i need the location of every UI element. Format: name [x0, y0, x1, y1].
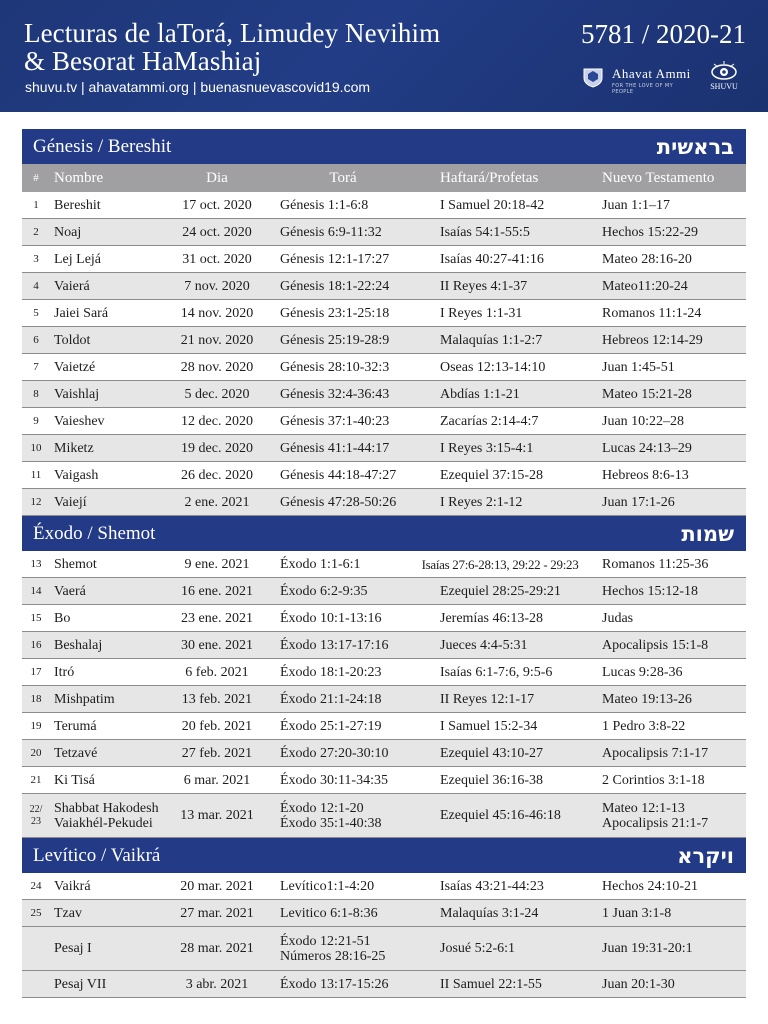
column-header-day: Dia — [206, 169, 228, 186]
reading-date: 12 dec. 2020 — [181, 413, 253, 429]
column-header-num: # — [33, 172, 39, 184]
table-row — [22, 551, 746, 578]
new-testament-reading: Juan 1:45-51 — [602, 359, 675, 375]
haftarah-reading: Ezequiel 36:16-38 — [440, 772, 544, 788]
row-number: 2 — [33, 225, 39, 238]
torah-reading: Génesis 25:19-28:9 — [280, 332, 390, 348]
reading-date: 27 mar. 2021 — [180, 905, 254, 921]
reading-date: 3 abr. 2021 — [185, 976, 249, 992]
torah-reading: Génesis 12:1-17:27 — [280, 251, 390, 267]
parasha-name: Vaishlaj — [54, 386, 100, 402]
haftarah-reading: Malaquías 3:1-24 — [440, 905, 539, 921]
table-row — [22, 300, 746, 327]
row-number: 25 — [30, 906, 42, 919]
section-title: Génesis / Bereshit — [33, 135, 172, 157]
parasha-name: Pesaj VII — [54, 976, 107, 992]
table-row — [22, 971, 746, 998]
haftarah-reading: Isaías 40:27-41:16 — [440, 251, 544, 267]
parasha-name: Toldot — [54, 332, 91, 348]
parasha-name: Vaierá — [54, 278, 90, 294]
haftarah-reading: Isaías 43:21-44:23 — [440, 878, 544, 894]
new-testament-reading: Juan 1:1–17 — [602, 197, 671, 213]
new-testament-reading: Hechos 15:12-18 — [602, 583, 699, 599]
ahavat-ammi-name: Ahavat Ammi — [612, 66, 691, 81]
new-testament-reading: Hebreos 12:14-29 — [602, 332, 703, 348]
reading-date: 5 dec. 2020 — [184, 386, 250, 402]
new-testament-reading: Judas — [602, 610, 634, 626]
ahavat-ammi-emblem-icon — [582, 66, 604, 88]
row-number: 17 — [30, 665, 42, 678]
row-number — [22, 794, 50, 837]
new-testament-reading-line-2: Apocalipsis 21:1-7 — [602, 815, 709, 831]
year-label: 5781 / 2020-21 — [581, 19, 746, 49]
parasha-name: Vaerá — [54, 583, 86, 599]
reading-date: 28 nov. 2020 — [180, 359, 254, 375]
haftarah-reading: II Reyes 12:1-17 — [440, 691, 535, 707]
table-row — [22, 327, 746, 354]
ahavat-ammi-logo — [582, 64, 692, 95]
haftarah-reading: Jueces 4:4-5:31 — [440, 637, 528, 653]
torah-reading: Éxodo 6:2-9:35 — [280, 583, 368, 599]
haftarah-reading: Isaías 54:1-55:5 — [440, 224, 530, 240]
row-number: 14 — [30, 584, 42, 597]
torah-reading: Éxodo 13:17-17:16 — [280, 637, 389, 653]
parasha-name: Jaiei Sará — [54, 305, 109, 321]
readings-table — [22, 129, 746, 998]
haftarah-reading: II Reyes 4:1-37 — [440, 278, 528, 294]
parasha-name: Shemot — [54, 556, 97, 572]
row-number: 19 — [30, 719, 42, 732]
torah-reading: Génesis 23:1-25:18 — [280, 305, 390, 321]
reading-date: 13 mar. 2021 — [180, 808, 254, 823]
torah-reading: Génesis 41:1-44:17 — [280, 440, 390, 456]
reading-date: 17 oct. 2020 — [182, 197, 252, 213]
reading-date: 31 oct. 2020 — [182, 251, 252, 267]
column-header-name: Nombre — [54, 169, 104, 186]
torah-reading: Génesis 37:1-40:23 — [280, 413, 390, 429]
table-row — [22, 713, 746, 740]
parasha-name: Noaj — [54, 224, 82, 240]
row-number: 20 — [30, 746, 42, 759]
table-row — [22, 740, 746, 767]
reading-date: 6 feb. 2021 — [185, 664, 249, 680]
haftarah-reading: I Reyes 1:1-31 — [440, 305, 523, 321]
new-testament-reading: Lucas 9:28-36 — [602, 664, 683, 680]
page-header — [0, 0, 768, 112]
parasha-name-line-2: Vaiakhél-Pekudei — [54, 815, 153, 831]
torah-reading: Éxodo 25:1-27:19 — [280, 718, 382, 734]
torah-reading: Éxodo 30:11-34:35 — [280, 772, 388, 788]
reading-date: 6 mar. 2021 — [183, 772, 251, 788]
new-testament-reading: Mateo 19:13-26 — [602, 691, 692, 707]
table-row — [22, 219, 746, 246]
section-title: Éxodo / Shemot — [33, 522, 156, 544]
reading-date: 7 nov. 2020 — [184, 278, 250, 294]
row-number: 6 — [33, 333, 39, 346]
new-testament-reading: 2 Corintios 3:1-18 — [602, 772, 705, 788]
torah-reading — [270, 794, 416, 837]
reading-date: 28 mar. 2021 — [180, 941, 254, 956]
table-row — [22, 686, 746, 713]
haftarah-reading: Isaías 27:6-28:13, 29:22 - 29:23 — [421, 556, 579, 572]
section-header — [22, 129, 746, 164]
row-number-line-2: 23 — [31, 815, 41, 827]
shuvu-logo — [706, 58, 742, 98]
haftarah-reading: Ezequiel 43:10-27 — [440, 745, 544, 761]
parasha-name: Bo — [54, 610, 71, 626]
table-row — [22, 927, 746, 971]
torah-reading: Éxodo 18:1-20:23 — [280, 664, 382, 680]
torah-reading: Éxodo 13:17-15:26 — [280, 976, 389, 992]
haftarah-reading: I Reyes 2:1-12 — [440, 494, 523, 510]
torah-reading: Génesis 32:4-36:43 — [280, 386, 390, 402]
haftarah-reading: Ezequiel 28:25-29:21 — [440, 583, 561, 599]
new-testament-reading — [584, 794, 746, 837]
table-row — [22, 246, 746, 273]
parasha-name: Tzav — [54, 905, 82, 921]
haftarah-reading: Jeremías 46:13-28 — [440, 610, 544, 626]
torah-reading: Génesis 6:9-11:32 — [280, 224, 382, 240]
table-row — [22, 605, 746, 632]
row-number: 1 — [33, 198, 39, 211]
column-header-nt: Nuevo Testamento — [602, 169, 715, 186]
table-row — [22, 873, 746, 900]
parasha-name: Ki Tisá — [54, 772, 95, 788]
new-testament-reading: Mateo 15:21-28 — [602, 386, 692, 402]
new-testament-reading: Romanos 11:1-24 — [602, 305, 702, 321]
parasha-name: Vaiejí — [54, 494, 87, 510]
row-number: 18 — [30, 692, 42, 705]
section-hebrew-title: בראשית — [656, 134, 734, 159]
table-row — [22, 659, 746, 686]
reading-date: 14 nov. 2020 — [180, 305, 254, 321]
reading-date: 20 feb. 2021 — [181, 718, 253, 734]
table-row — [22, 578, 746, 605]
table-row — [22, 900, 746, 927]
section-title: Levítico / Vaikrá — [33, 844, 161, 866]
row-number: 21 — [30, 773, 42, 786]
column-header-haftarah: Haftará/Profetas — [440, 169, 539, 186]
row-number: 10 — [30, 441, 42, 454]
parasha-name: Itró — [54, 664, 75, 680]
haftarah-reading: Isaías 6:1-7:6, 9:5-6 — [440, 664, 553, 680]
torah-reading: Levitico 6:1-8:36 — [280, 905, 378, 921]
row-number: 24 — [30, 879, 42, 892]
table-row — [22, 462, 746, 489]
parasha-name: Mishpatim — [54, 691, 115, 707]
reading-date: 19 dec. 2020 — [181, 440, 253, 456]
haftarah-reading: Oseas 12:13-14:10 — [440, 359, 546, 375]
torah-reading-line-2: Números 28:16-25 — [280, 948, 386, 964]
torah-reading: Génesis 18:1-22:24 — [280, 278, 390, 294]
new-testament-reading: Juan 19:31-20:1 — [602, 941, 693, 956]
new-testament-reading: Hechos 15:22-29 — [602, 224, 699, 240]
haftarah-reading: Zacarías 2:14-4:7 — [440, 413, 539, 429]
new-testament-reading: Juan 20:1-30 — [602, 976, 675, 992]
reading-date: 13 feb. 2021 — [181, 691, 253, 707]
reading-date: 24 oct. 2020 — [182, 224, 252, 240]
section-hebrew-title: ויקרא — [677, 843, 734, 868]
parasha-name: Vaigash — [54, 467, 99, 483]
new-testament-reading: Apocalipsis 15:1-8 — [602, 637, 709, 653]
reading-date: 9 ene. 2021 — [184, 556, 250, 572]
column-header-row — [22, 164, 746, 192]
haftarah-reading: II Samuel 22:1-55 — [440, 976, 542, 992]
reading-date: 23 ene. 2021 — [181, 610, 253, 626]
parasha-name: Lej Lejá — [54, 251, 102, 267]
parasha-name: Vaikrá — [54, 878, 91, 894]
haftarah-reading: Josué 5:2-6:1 — [440, 941, 516, 956]
torah-reading: Éxodo 21:1-24:18 — [280, 691, 382, 707]
parasha-name: Miketz — [54, 440, 94, 456]
torah-reading-line-1: Éxodo 12:1-20 — [280, 800, 364, 816]
haftarah-reading: I Samuel 20:18-42 — [440, 197, 545, 213]
parasha-name: Vaieshev — [54, 413, 105, 429]
parasha-name — [50, 794, 164, 837]
table-row — [22, 381, 746, 408]
row-number: 15 — [30, 611, 42, 624]
row-number: 8 — [33, 387, 39, 400]
column-header-torah: Torá — [329, 169, 357, 186]
torah-reading: Levítico1:1-4:20 — [280, 878, 375, 894]
torah-reading-line-1: Éxodo 12:21-51 — [280, 933, 371, 949]
new-testament-reading: Hechos 24:10-21 — [602, 878, 699, 894]
parasha-name: Bereshit — [54, 197, 101, 213]
new-testament-reading: 1 Pedro 3:8-22 — [602, 718, 686, 734]
row-number: 16 — [30, 638, 42, 651]
torah-reading-line-2: Éxodo 35:1-40:38 — [280, 815, 382, 831]
reading-date: 20 mar. 2021 — [180, 878, 254, 894]
torah-reading — [270, 927, 416, 970]
row-number: 5 — [33, 306, 39, 319]
row-number: 13 — [30, 557, 42, 570]
row-number-line-1: 22/ — [29, 803, 43, 815]
shuvu-text: SHUVU — [710, 82, 738, 91]
row-number: 9 — [33, 414, 39, 427]
torah-reading: Éxodo 10:1-13:16 — [280, 610, 382, 626]
section-header — [22, 838, 746, 873]
parasha-name: Beshalaj — [54, 637, 103, 653]
new-testament-reading: Hebreos 8:6-13 — [602, 467, 689, 483]
table-row — [22, 767, 746, 794]
new-testament-reading: Mateo11:20-24 — [602, 278, 688, 294]
new-testament-reading: Mateo 28:16-20 — [602, 251, 692, 267]
reading-date: 16 ene. 2021 — [181, 583, 253, 599]
torah-reading: Génesis 28:10-32:3 — [280, 359, 390, 375]
ahavat-ammi-tagline: FOR THE LOVE OF MY PEOPLE — [612, 83, 674, 95]
row-number — [22, 927, 50, 970]
shuvu-eye-icon — [706, 58, 742, 98]
website-links[interactable]: shuvu.tv | ahavatammi.org | buenasnuevascovid19.com — [25, 79, 371, 95]
section-header — [22, 516, 746, 551]
parasha-name: Pesaj I — [54, 941, 92, 956]
table-row — [22, 408, 746, 435]
torah-reading: Génesis 44:18-47:27 — [280, 467, 397, 483]
parasha-name-line-1: Shabbat Hakodesh — [54, 800, 159, 816]
torah-reading: Génesis 47:28-50:26 — [280, 494, 397, 510]
new-testament-reading: Juan 10:22–28 — [602, 413, 685, 429]
table-row — [22, 794, 746, 838]
torah-reading: Génesis 1:1-6:8 — [280, 197, 369, 213]
row-number: 7 — [33, 360, 39, 373]
row-number: 4 — [33, 279, 39, 292]
haftarah-reading: Ezequiel 37:15-28 — [440, 467, 544, 483]
torah-reading: Éxodo 1:1-6:1 — [280, 556, 361, 572]
row-number: 11 — [30, 468, 42, 481]
row-number: 3 — [33, 252, 39, 265]
table-row — [22, 354, 746, 381]
title-line-2: & Besorat HaMashiaj — [24, 46, 262, 76]
haftarah-reading: Abdías 1:1-21 — [440, 386, 520, 402]
reading-date: 21 nov. 2020 — [180, 332, 254, 348]
reading-date: 26 dec. 2020 — [181, 467, 253, 483]
new-testament-reading: Lucas 24:13–29 — [602, 440, 692, 456]
table-row — [22, 632, 746, 659]
new-testament-reading: Apocalipsis 7:1-17 — [602, 745, 709, 761]
table-row — [22, 273, 746, 300]
haftarah-reading: I Samuel 15:2-34 — [440, 718, 538, 734]
new-testament-reading-line-1: Mateo 12:1-13 — [602, 800, 685, 816]
new-testament-reading: Juan 17:1-26 — [602, 494, 675, 510]
torah-reading: Éxodo 27:20-30:10 — [280, 745, 389, 761]
haftarah-reading: Ezequiel 45:16-46:18 — [440, 808, 561, 823]
table-row — [22, 435, 746, 462]
haftarah-reading: Malaquías 1:1-2:7 — [440, 332, 543, 348]
reading-date: 30 ene. 2021 — [181, 637, 253, 653]
row-number: 12 — [30, 495, 42, 508]
reading-date: 2 ene. 2021 — [184, 494, 250, 510]
parasha-name: Tetzavé — [54, 745, 98, 761]
parasha-name: Terumá — [54, 718, 97, 734]
row-number — [22, 971, 50, 997]
haftarah-reading: I Reyes 3:15-4:1 — [440, 440, 534, 456]
new-testament-reading: Romanos 11:25-36 — [602, 556, 709, 572]
table-row — [22, 489, 746, 516]
section-hebrew-title: שמות — [681, 521, 734, 546]
new-testament-reading: 1 Juan 3:1-8 — [602, 905, 672, 921]
title-line-1: Lecturas de laTorá, Limudey Nevihim — [24, 18, 441, 48]
parasha-name: Vaietzé — [54, 359, 96, 375]
table-row — [22, 192, 746, 219]
reading-date: 27 feb. 2021 — [181, 745, 253, 761]
